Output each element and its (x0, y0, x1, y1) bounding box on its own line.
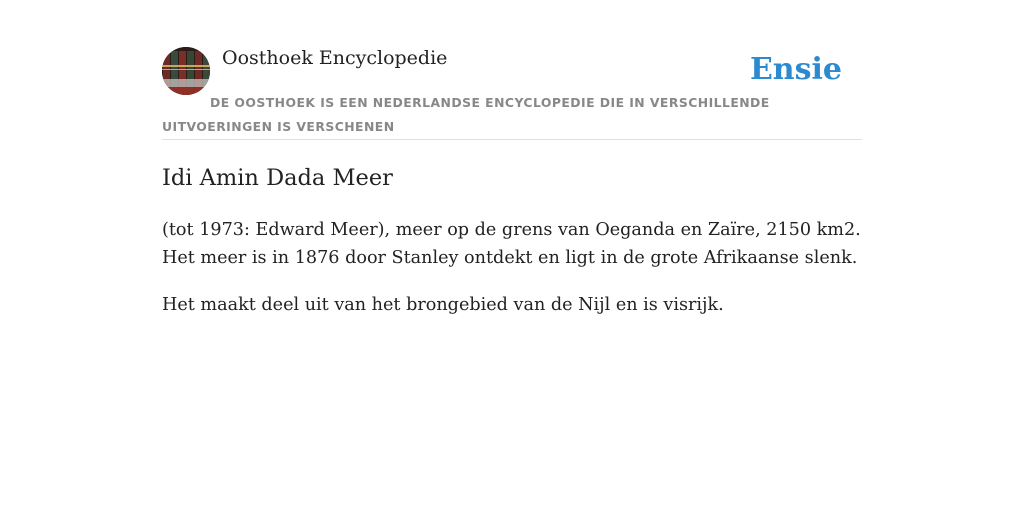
page-container (162, 46, 862, 315)
brand-logo[interactable]: Ensie (749, 52, 842, 87)
source-header (162, 46, 862, 140)
source-tagline: DE OOSTHOEK IS EEN NEDERLANDSE ENCYCLOPEDIE DIE IN VERSCHILLENDE UITVOERINGEN IS VERSCHENEN (162, 95, 770, 134)
article-paragraph: Het maakt deel uit van het brongebied van de Nijl en is visrijk. (162, 295, 724, 315)
source-avatar[interactable] (162, 47, 210, 95)
article-paragraph: (tot 1973: Edward Meer), meer op de grens van Oeganda en Zaïre, 2150 km2. Het meer is in 1876 door Stanley ontdekt en ligt in de grote Afrikaanse slenk. (162, 220, 861, 268)
article-title: Idi Amin Dada Meer (162, 165, 393, 191)
book-spines-avatar-icon (162, 47, 210, 95)
source-name[interactable]: Oosthoek Encyclopedie (222, 47, 448, 69)
